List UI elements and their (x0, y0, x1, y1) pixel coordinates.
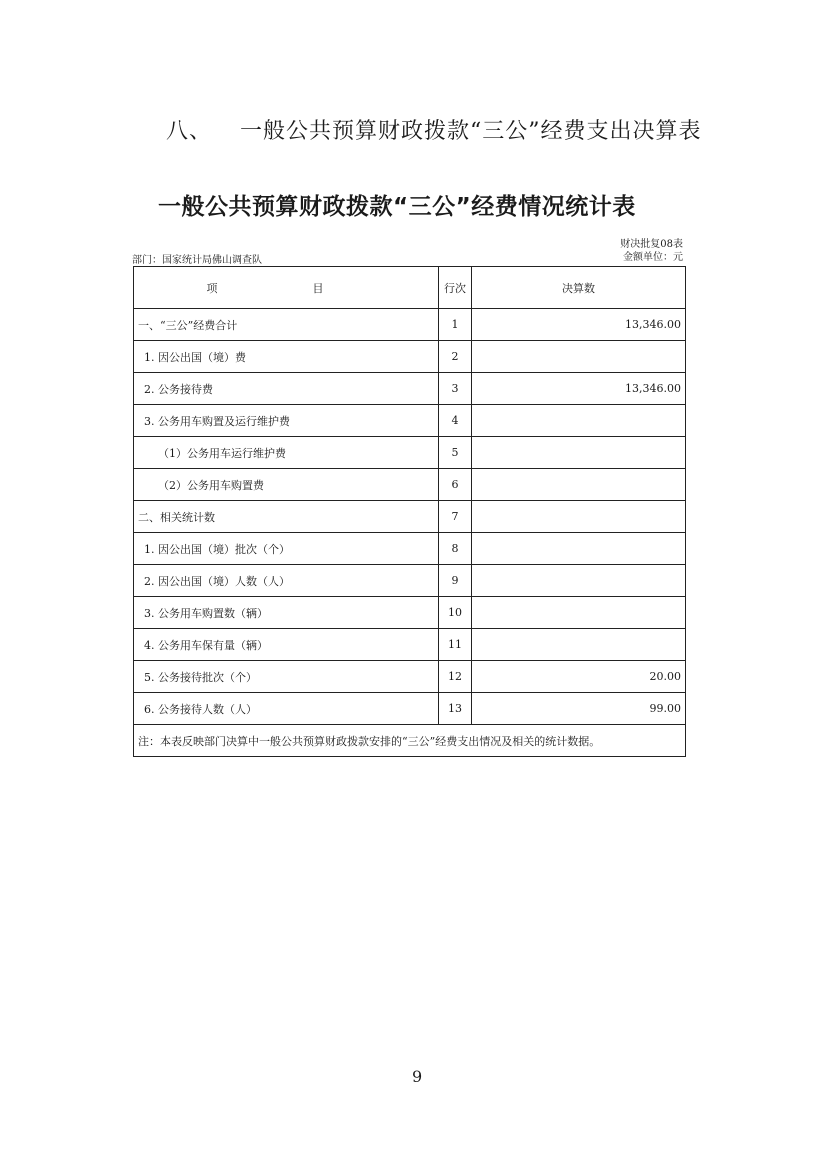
row-item: 1. 因公出国（境）费 (134, 341, 439, 373)
row-item: 1. 因公出国（境）批次（个） (134, 533, 439, 565)
table-header-row (134, 267, 686, 309)
row-line: 8 (439, 533, 472, 565)
row-line: 10 (439, 597, 472, 629)
table-row (134, 533, 686, 565)
table-row (134, 405, 686, 437)
row-amount: 99.00 (472, 693, 686, 725)
header-line: 行次 (439, 267, 472, 309)
department-label: 部门：国家统计局佛山调查队 (132, 255, 262, 266)
table-note: 注：本表反映部门决算中一般公共预算财政拨款安排的“三公”经费支出情况及相关的统计数据。 (134, 725, 686, 757)
table-row (134, 341, 686, 373)
row-line: 12 (439, 661, 472, 693)
row-item: 6. 公务接待人数（人） (134, 693, 439, 725)
row-amount (472, 405, 686, 437)
table-row (134, 469, 686, 501)
amount-unit: 金额单位：元 (623, 252, 683, 263)
row-item: （2）公务用车购置费 (134, 469, 439, 501)
meta-right (620, 238, 683, 264)
table-row (134, 565, 686, 597)
row-line: 9 (439, 565, 472, 597)
row-line: 11 (439, 629, 472, 661)
row-line: 6 (439, 469, 472, 501)
row-amount (472, 501, 686, 533)
row-amount: 13,346.00 (472, 373, 686, 405)
row-line: 5 (439, 437, 472, 469)
row-item: 3. 公务用车购置及运行维护费 (134, 405, 439, 437)
row-item: 4. 公务用车保有量（辆） (134, 629, 439, 661)
row-amount (472, 469, 686, 501)
row-line: 13 (439, 693, 472, 725)
row-amount (472, 597, 686, 629)
row-amount: 13,346.00 (472, 309, 686, 341)
section-title: 一般公共预算财政拨款“三公”经费支出决算表 (240, 119, 702, 144)
table-row (134, 309, 686, 341)
section-heading (166, 114, 702, 145)
table-row (134, 501, 686, 533)
table-row (134, 693, 686, 725)
row-amount: 20.00 (472, 661, 686, 693)
row-line: 1 (439, 309, 472, 341)
form-code: 财决批复08表 (620, 239, 683, 250)
row-item: （1）公务用车运行维护费 (134, 437, 439, 469)
row-item: 5. 公务接待批次（个） (134, 661, 439, 693)
row-amount (472, 341, 686, 373)
row-item: 2. 公务接待费 (134, 373, 439, 405)
row-amount (472, 629, 686, 661)
row-amount (472, 565, 686, 597)
note-row (134, 725, 686, 757)
table-row (134, 597, 686, 629)
section-number: 八、 (166, 119, 213, 144)
row-amount (472, 437, 686, 469)
row-item: 一、“三公”经费合计 (134, 309, 439, 341)
row-item: 3. 公务用车购置数（辆） (134, 597, 439, 629)
row-item: 二、相关统计数 (134, 501, 439, 533)
table-title: 一般公共预算财政拨款“三公”经费情况统计表 (158, 194, 636, 220)
header-item: 项 目 (134, 267, 439, 309)
page-number: 9 (412, 1067, 423, 1086)
table-row (134, 437, 686, 469)
table-row (134, 661, 686, 693)
table-row (134, 629, 686, 661)
row-item: 2. 因公出国（境）人数（人） (134, 565, 439, 597)
header-amount: 决算数 (472, 267, 686, 309)
row-amount (472, 533, 686, 565)
row-line: 2 (439, 341, 472, 373)
row-line: 3 (439, 373, 472, 405)
row-line: 7 (439, 501, 472, 533)
statistics-table (133, 266, 686, 757)
table-row (134, 373, 686, 405)
row-line: 4 (439, 405, 472, 437)
